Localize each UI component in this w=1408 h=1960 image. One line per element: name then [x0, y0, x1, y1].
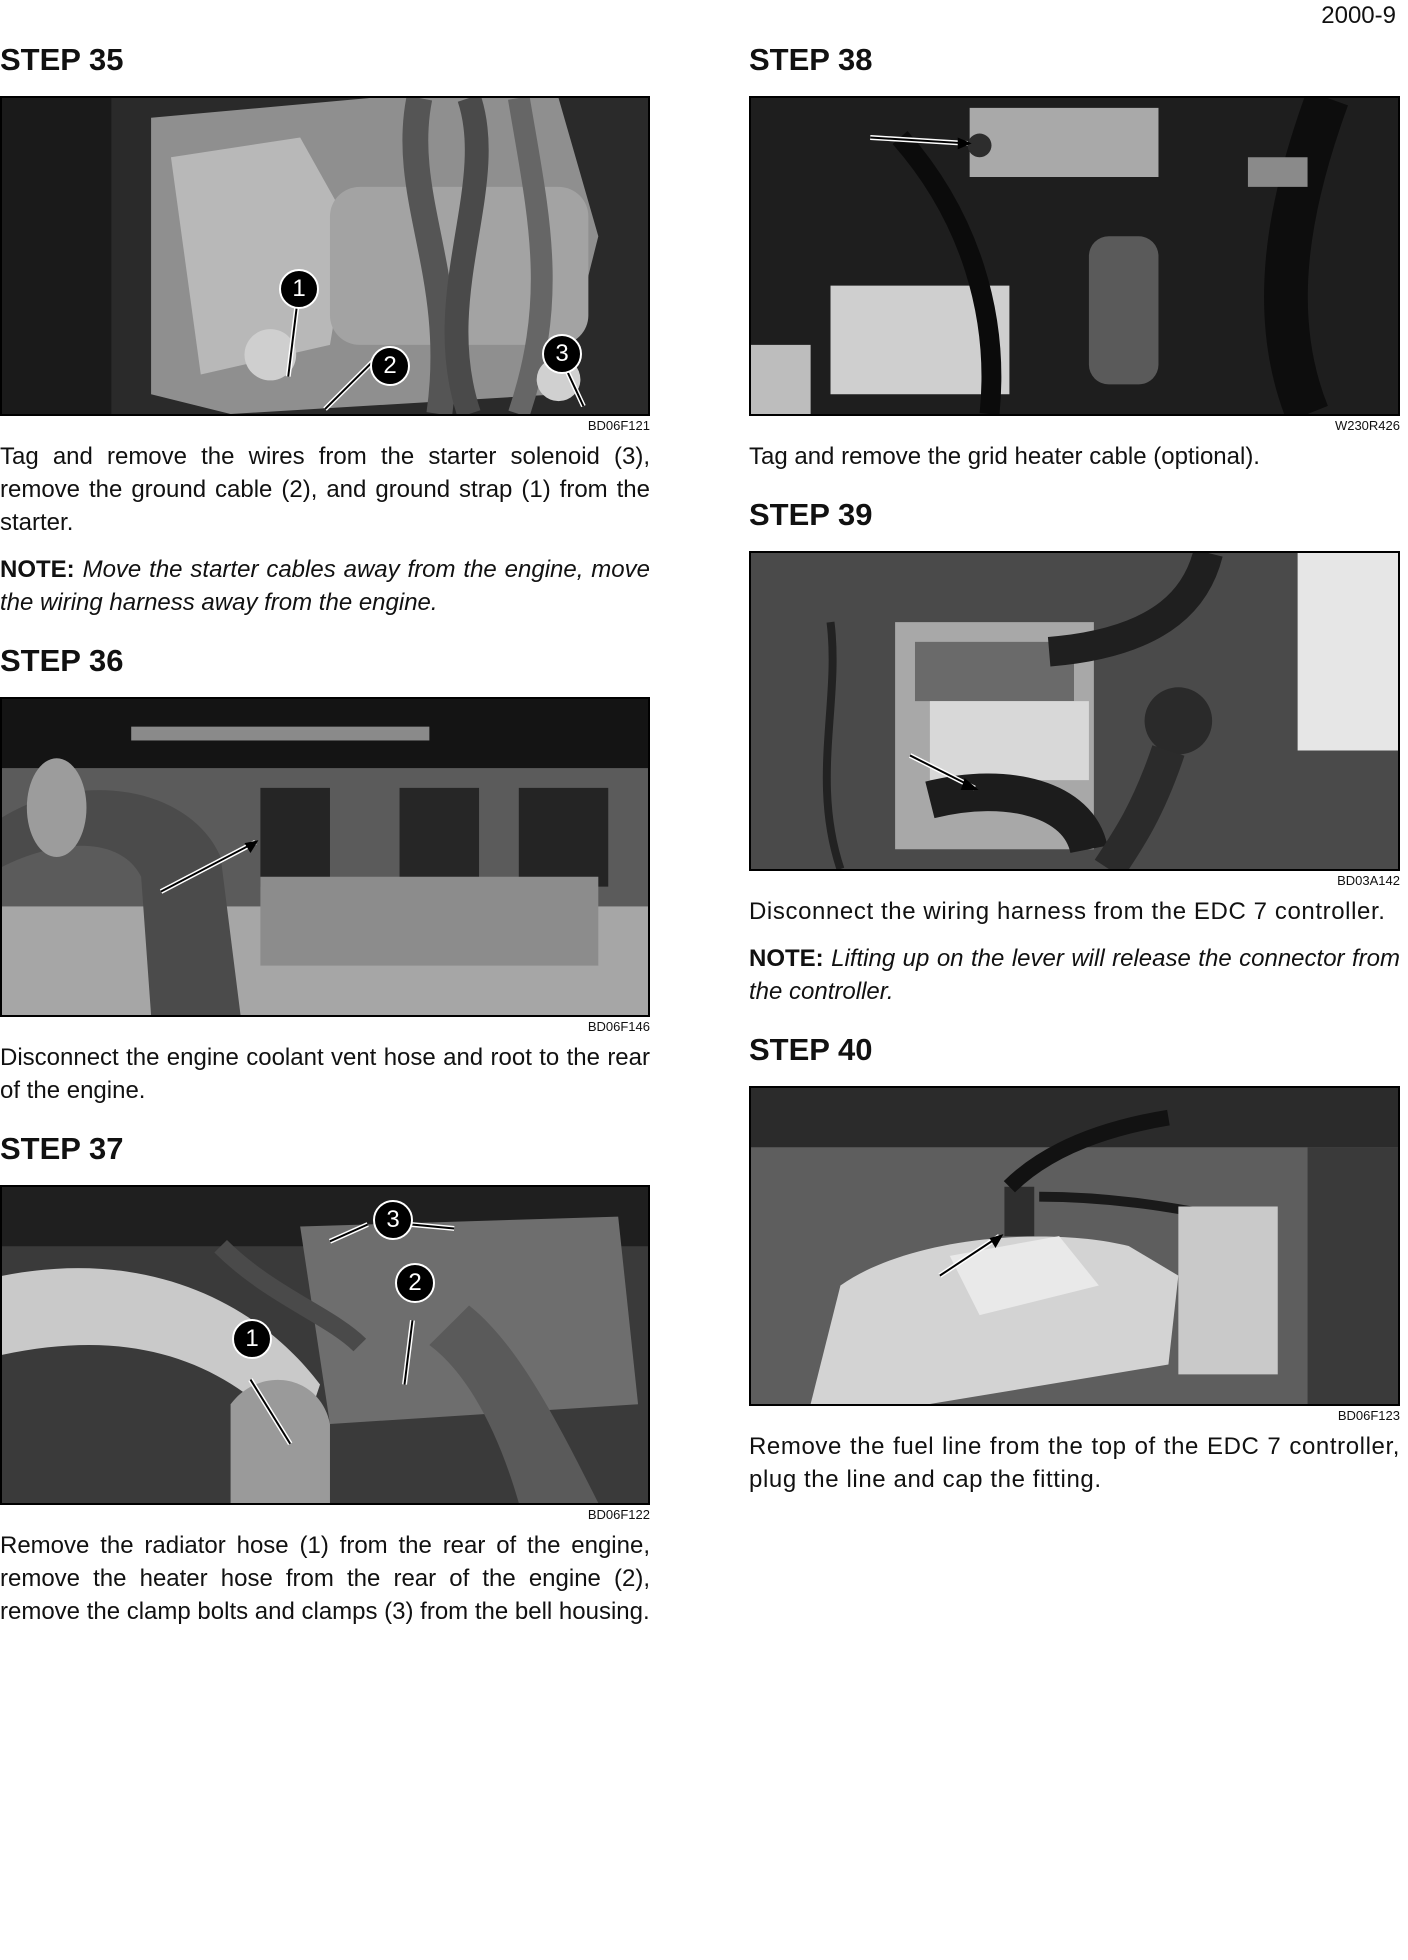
figure-code: BD06F146 — [587, 1019, 650, 1034]
step-text: Disconnect the wiring harness from the EDC 7 controller. — [749, 898, 1386, 925]
right-column — [749, 40, 1400, 1496]
callout-3: 3 — [542, 334, 582, 374]
step-38 — [749, 40, 1400, 473]
callout-2: 2 — [395, 1263, 435, 1303]
step-heading: STEP 35 — [0, 42, 124, 77]
callout-1: 1 — [232, 1319, 272, 1359]
callout-3: 3 — [373, 1200, 413, 1240]
callout-2: 2 — [370, 346, 410, 386]
step-36 — [0, 641, 650, 1107]
step-heading: STEP 38 — [749, 42, 873, 77]
step-heading: STEP 37 — [0, 1131, 124, 1166]
note-label: NOTE: — [749, 945, 824, 972]
note-label: NOTE: — [0, 556, 75, 583]
starter-photo — [0, 96, 650, 416]
left-column — [0, 40, 650, 1628]
grid-heater-photo — [749, 96, 1400, 416]
edc7-controller-image — [751, 553, 1398, 869]
step-text: Tag and remove the wires from the starter solenoid (3), remove the ground cable (2), and ground strap (1) from the starter. — [0, 443, 650, 536]
step-text: Remove the fuel line from the top of the EDC 7 controller, plug the line and cap the fitting. — [749, 1433, 1400, 1493]
figure-code: BD06F121 — [587, 418, 650, 433]
figure-code: BD06F123 — [1337, 1408, 1400, 1423]
step-heading: STEP 40 — [749, 1032, 873, 1067]
figure-code: BD03A142 — [1337, 873, 1400, 888]
step-text: Tag and remove the grid heater cable (optional). — [749, 443, 1260, 470]
fuel-line-photo — [749, 1086, 1400, 1406]
fuel-line-image — [751, 1088, 1398, 1404]
step-37 — [0, 1129, 650, 1628]
step-note — [749, 942, 1400, 1008]
step-heading: STEP 36 — [0, 643, 124, 678]
radiator-hose-photo — [0, 1185, 650, 1505]
coolant-vent-photo — [0, 697, 650, 1017]
note-text: Move the starter cables away from the engine, move the wiring harness away from the engine. — [0, 556, 650, 616]
step-note — [0, 553, 650, 619]
step-39 — [749, 495, 1400, 1008]
step-heading: STEP 39 — [749, 497, 873, 532]
step-35 — [0, 40, 650, 619]
page-number: 2000-9 — [1321, 2, 1396, 29]
grid-heater-image — [751, 98, 1398, 414]
callout-1: 1 — [279, 269, 319, 309]
coolant-vent-image — [2, 699, 648, 1015]
figure-code: BD06F122 — [587, 1507, 650, 1522]
note-text: Lifting up on the lever will release the connector from the controller. — [749, 945, 1401, 1005]
step-text: Disconnect the engine coolant vent hose and root to the rear of the engine. — [0, 1044, 650, 1104]
step-text: Remove the radiator hose (1) from the rear of the engine, remove the heater hose from the rear of the engine (2), remove the clamp bolts and clamps (3) from the bell housing. — [0, 1532, 650, 1625]
step-40 — [749, 1030, 1400, 1496]
edc7-controller-photo — [749, 551, 1400, 871]
radiator-hose-image — [2, 1187, 648, 1503]
figure-code: W230R426 — [1334, 418, 1400, 433]
